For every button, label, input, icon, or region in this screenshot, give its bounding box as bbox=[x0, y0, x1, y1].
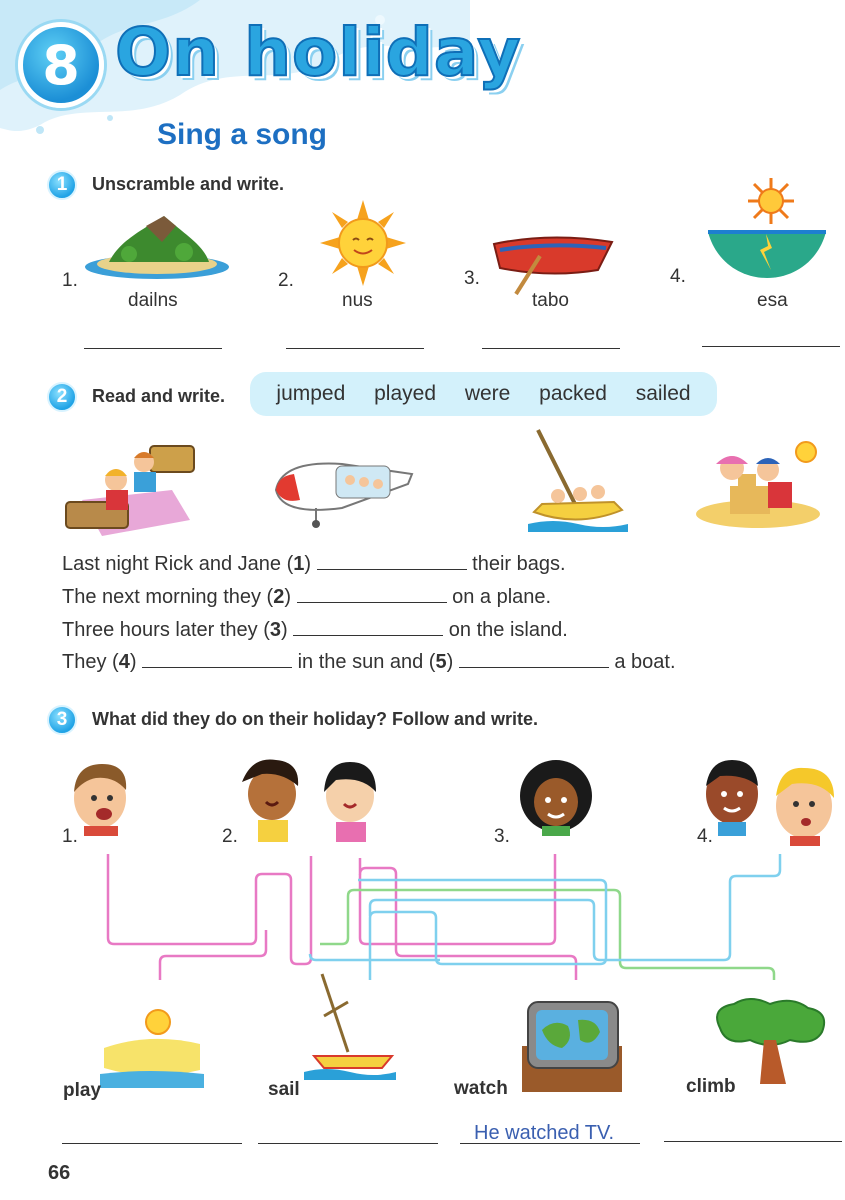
ex2-sentence-1: Last night Rick and Jane (1) their bags. bbox=[62, 553, 566, 575]
blank-number: 2 bbox=[273, 586, 285, 608]
blank-number: 1 bbox=[293, 553, 305, 575]
answer-blank-2[interactable] bbox=[297, 585, 447, 603]
girl-with-braids-picture bbox=[516, 756, 596, 836]
word-bank-item: were bbox=[464, 382, 511, 405]
ex1-item-4-number: 4. bbox=[670, 266, 686, 287]
sentence-text: The next morning they ( bbox=[62, 586, 274, 608]
ex3-person-1-number: 1. bbox=[62, 826, 78, 847]
word-bank-item: played bbox=[374, 382, 436, 405]
tv-picture bbox=[518, 1000, 626, 1092]
sentence-text: in the sun and ( bbox=[297, 651, 436, 673]
activity-label-climb: climb bbox=[686, 1076, 736, 1097]
song-title: Sing a song bbox=[157, 118, 328, 151]
ex1-item-3-number: 3. bbox=[464, 268, 480, 289]
exercise-1-instruction: Unscramble and write. bbox=[92, 174, 285, 194]
island-picture bbox=[84, 212, 230, 282]
activity-label-play: play bbox=[63, 1080, 102, 1101]
ex1-answer-line-4[interactable] bbox=[702, 346, 840, 347]
word-bank-item: jumped bbox=[276, 382, 346, 405]
exercise-2-instruction: Read and write. bbox=[92, 386, 226, 406]
ex2-sentence-2: The next morning they (2) on a plane. bbox=[62, 586, 552, 608]
beach-picture bbox=[100, 1008, 204, 1088]
word-bank-item: sailed bbox=[635, 382, 691, 405]
unit-number-badge: 8 bbox=[18, 22, 104, 108]
sandcastle-picture bbox=[696, 436, 826, 528]
exercise-3-instruction: What did they do on their holiday? Follow and write. bbox=[92, 709, 538, 729]
ex3-person-4-number: 4. bbox=[697, 826, 713, 847]
sentence-text: a boat. bbox=[614, 651, 676, 673]
ex1-item-4-scrambled: esa bbox=[757, 290, 788, 311]
ex3-person-3-number: 3. bbox=[494, 826, 510, 847]
two-girls-picture bbox=[232, 752, 392, 842]
model-answer: He watched TV. bbox=[474, 1122, 615, 1144]
ex1-answer-line-3[interactable] bbox=[482, 348, 620, 349]
two-boys-picture bbox=[700, 752, 838, 846]
ex1-answer-line-1[interactable] bbox=[84, 348, 222, 349]
follow-lines-maze bbox=[100, 850, 790, 980]
ex2-sentence-4: They (4) in the sun and (5) a boat. bbox=[62, 651, 676, 673]
sailing-boat-picture bbox=[528, 428, 628, 532]
answer-blank-4[interactable] bbox=[142, 650, 292, 668]
sentence-text: Last night Rick and Jane ( bbox=[62, 553, 294, 575]
answer-blank-3[interactable] bbox=[293, 618, 443, 636]
packing-bags-picture bbox=[62, 440, 196, 540]
sentence-text: their bags. bbox=[472, 553, 566, 575]
ex1-item-3-scrambled: tabo bbox=[532, 290, 569, 311]
ex1-answer-line-2[interactable] bbox=[286, 348, 424, 349]
blank-number: 4 bbox=[118, 651, 130, 673]
ex3-answer-line-1[interactable] bbox=[62, 1143, 242, 1144]
ex3-answer-line-4[interactable] bbox=[664, 1141, 842, 1142]
sentence-text: Three hours later they ( bbox=[62, 619, 270, 641]
exercise-2-number: 2 bbox=[47, 382, 77, 412]
exercise-3-number: 3 bbox=[47, 705, 77, 735]
answer-blank-5[interactable] bbox=[459, 650, 609, 668]
small-sun-picture bbox=[748, 178, 794, 224]
ex3-answer-line-2[interactable] bbox=[258, 1143, 438, 1144]
sentence-text: on a plane. bbox=[452, 586, 552, 608]
word-bank bbox=[250, 372, 717, 416]
ex2-sentence-3: Three hours later they (3) on the island. bbox=[62, 619, 568, 641]
page-number: 66 bbox=[48, 1162, 71, 1184]
word-bank-item: packed bbox=[539, 382, 607, 405]
ex1-item-1-scrambled: dailns bbox=[128, 290, 178, 311]
ex3-person-2-number: 2. bbox=[222, 826, 238, 847]
sea-picture bbox=[708, 228, 826, 280]
plane-picture bbox=[272, 450, 414, 530]
sailboat-picture bbox=[304, 972, 396, 1080]
ex1-item-2-number: 2. bbox=[278, 270, 294, 291]
activity-label-watch: watch bbox=[454, 1078, 508, 1099]
sun-picture bbox=[320, 200, 406, 286]
ex1-item-1-number: 1. bbox=[62, 270, 78, 291]
blank-number: 5 bbox=[435, 651, 447, 673]
ex1-item-2-scrambled: nus bbox=[342, 290, 373, 311]
blank-number: 3 bbox=[269, 619, 281, 641]
boy-picture bbox=[66, 756, 136, 836]
unit-title: On holiday bbox=[115, 14, 522, 91]
exercise-1-number: 1 bbox=[47, 170, 77, 200]
boat-picture bbox=[490, 232, 614, 298]
activity-label-sail: sail bbox=[268, 1079, 300, 1100]
sentence-text: They ( bbox=[62, 651, 119, 673]
sentence-text: on the island. bbox=[448, 619, 568, 641]
answer-blank-1[interactable] bbox=[317, 552, 467, 570]
